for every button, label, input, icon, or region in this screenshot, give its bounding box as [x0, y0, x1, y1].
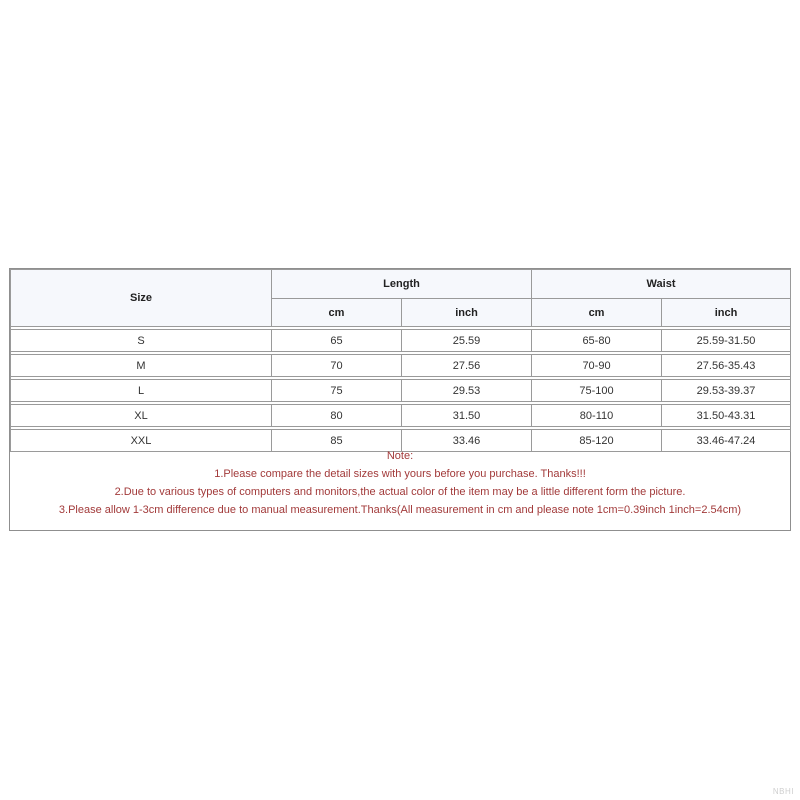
waist-inch-header: inch — [662, 299, 791, 327]
note-title: Note: — [386, 450, 414, 462]
waist-inch-cell: 27.56-35.43 — [662, 355, 791, 377]
length-inch-cell: 31.50 — [402, 405, 532, 427]
length-inch-cell: 29.53 — [402, 380, 532, 402]
length-inch-header: inch — [402, 299, 532, 327]
note-block — [10, 447, 790, 519]
size-cell: L — [11, 380, 272, 402]
waist-column-header: Waist — [532, 270, 791, 299]
waist-inch-cell: 29.53-39.37 — [662, 380, 791, 402]
length-inch-cell: 25.59 — [402, 330, 532, 352]
waist-cm-header: cm — [532, 299, 662, 327]
length-inch-cell: 27.56 — [402, 355, 532, 377]
length-cm-cell: 75 — [272, 380, 402, 402]
table-row — [11, 380, 791, 402]
size-cell: S — [11, 330, 272, 352]
waist-cm-cell: 65-80 — [532, 330, 662, 352]
length-cm-cell: 85 — [272, 430, 402, 452]
length-cm-cell: 65 — [272, 330, 402, 352]
size-cell: M — [11, 355, 272, 377]
note-line-1: 1.Please compare the detail sizes with yours before you purchase. Thanks!!! — [214, 468, 586, 480]
table-row — [11, 330, 791, 352]
length-cm-cell: 70 — [272, 355, 402, 377]
waist-cm-cell: 75-100 — [532, 380, 662, 402]
waist-cm-cell: 80-110 — [532, 405, 662, 427]
table-header-row — [11, 270, 791, 299]
length-cm-cell: 80 — [272, 405, 402, 427]
size-cell: XL — [11, 405, 272, 427]
size-table — [10, 269, 791, 452]
waist-inch-cell: 33.46-47.24 — [662, 430, 791, 452]
length-inch-cell: 33.46 — [402, 430, 532, 452]
waist-cm-cell: 85-120 — [532, 430, 662, 452]
waist-cm-cell: 70-90 — [532, 355, 662, 377]
waist-inch-cell: 31.50-43.31 — [662, 405, 791, 427]
watermark: NBHI — [772, 787, 794, 796]
length-column-header: Length — [272, 270, 532, 299]
note-line-3: 3.Please allow 1-3cm difference due to manual measurement.Thanks(All measurement in cm and please note 1cm=0.39inch 1inch=2.54cm) — [58, 504, 742, 516]
length-cm-header: cm — [272, 299, 402, 327]
table-row — [11, 355, 791, 377]
size-cell: XXL — [11, 430, 272, 452]
size-chart — [9, 268, 791, 531]
waist-inch-cell: 25.59-31.50 — [662, 330, 791, 352]
note-line-2: 2.Due to various types of computers and monitors,the actual color of the item may be a little different form the picture. — [114, 486, 686, 498]
table-row — [11, 405, 791, 427]
size-column-header: Size — [11, 270, 272, 327]
